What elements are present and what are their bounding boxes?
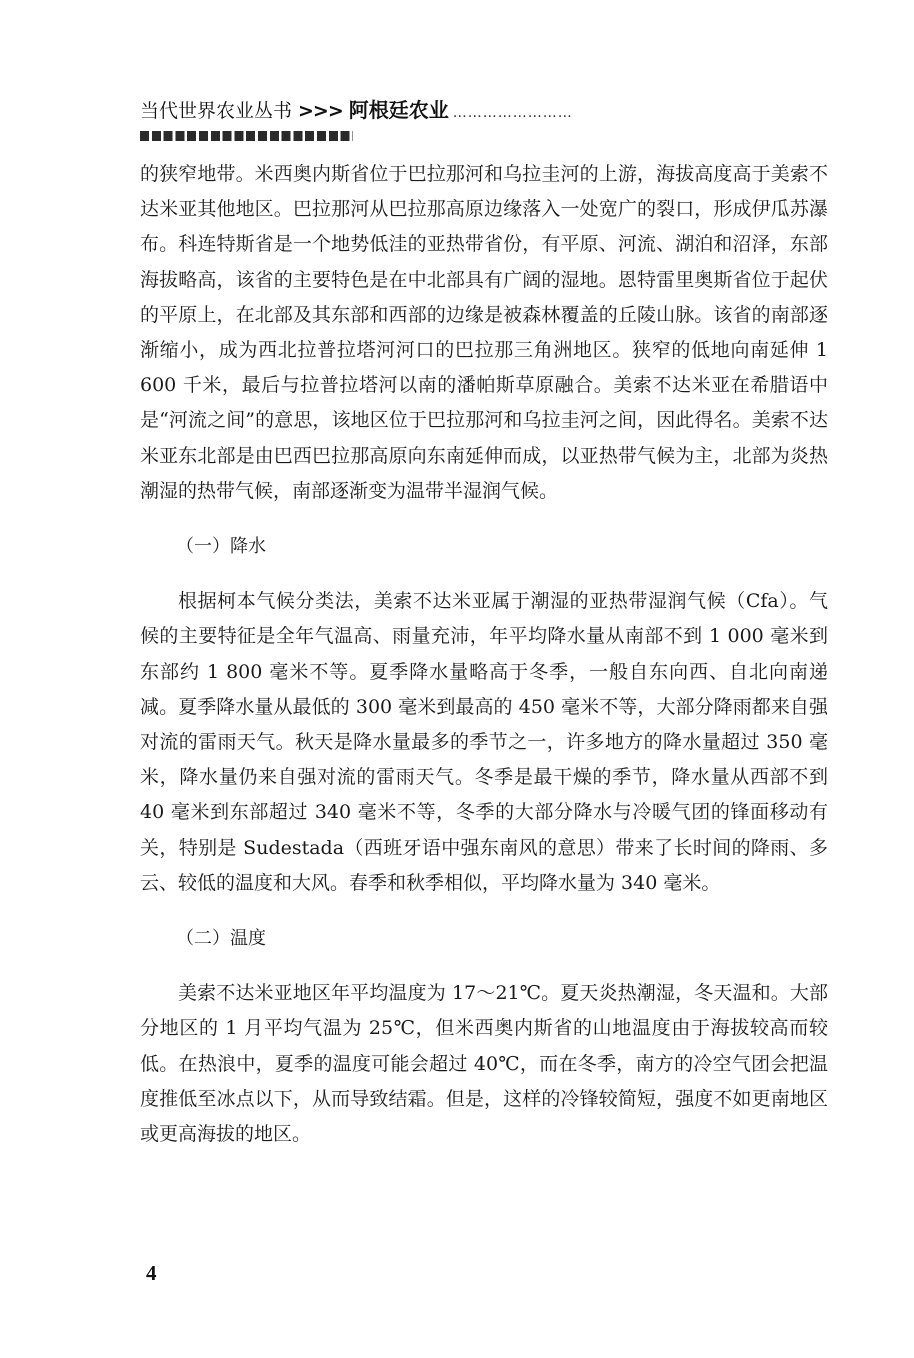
section-heading-temperature: （二）温度 [176,928,266,950]
header-dots: …………………… [452,105,573,121]
book-title: 阿根廷农业 [348,98,449,122]
paragraph-precipitation: 根据柯本气候分类法，美索不达米亚属于潮湿的亚热带湿润气候（Cfa）。气候的主要特征是全年气温高、雨量充沛，年平均降水量从南部不到 1 000 毫米到东部约 1 800 毫米不等。夏季降水量略高于冬季，一般自东向西、自北向南递减。夏季降水量从最低的 300 毫米到最高的 450 毫米不等，大部分降雨都来自强对流的雷雨天气。秋天是降水量最多的季节之一，许多地方的降水量超过 350 毫米，降水量仍来自强对流的雷雨天气。冬季是最干燥的季节，降水量从西部不到 40 毫米到东部超过 340 毫米不等，冬季的大部分降水与冷暖气团的锋面移动有关，特别是 Sudestada（西班牙语中强东南风的意思）带来了长时间的降雨、多云、较低的温度和大风。春季和秋季相似，平均降水量为 340 毫米。 [140,590,828,894]
header-title-line [140,97,780,126]
series-title: 当代世界农业丛书 [140,100,293,122]
header-decorative-bar [140,131,353,141]
page-number: 4 [146,1261,157,1285]
header-arrows: >>> [298,100,343,122]
paragraph-intro: 的狭窄地带。米西奥内斯省位于巴拉那河和乌拉圭河的上游，海拔高度高于美索不达米亚其他地区。巴拉那河从巴拉那高原边缘落入一处宽广的裂口，形成伊瓜苏瀑布。科连特斯省是一个地势低洼的亚热带省份，有平原、河流、湖泊和沼泽，东部海拔略高，该省的主要特色是在中北部具有广阔的湿地。恩特雷里奥斯省位于起伏的平原上，在北部及其东部和西部的边缘是被森林覆盖的丘陵山脉。该省的南部逐渐缩小，成为西北拉普拉塔河河口的巴拉那三角洲地区。狭窄的低地向南延伸 1 600 千米，最后与拉普拉塔河以南的潘帕斯草原融合。美索不达米亚在希腊语中是“河流之间”的意思，该地区位于巴拉那河和乌拉圭河之间，因此得名。美索不达米亚东北部是由巴西巴拉那高原向东南延伸而成，以亚热带气候为主，北部为炎热潮湿的热带气候，南部逐渐变为温带半湿润气候。 [140,163,828,502]
section-heading-precipitation: （一）降水 [176,536,266,558]
body-text [140,157,828,1152]
running-header [140,97,780,141]
paragraph-temperature: 美索不达米亚地区年平均温度为 17～21℃。夏天炎热潮湿，冬天温和。大部分地区的 1 月平均气温为 25℃，但米西奥内斯省的山地温度由于海拔较高而较低。在热浪中，夏季的温度可能会超过 40℃，而在冬季，南方的冷空气团会把温度推低至冰点以下，从而导致结霜。但是，这样的冷锋较简短，强度不如更南地区或更高海拔的地区。 [140,982,828,1146]
